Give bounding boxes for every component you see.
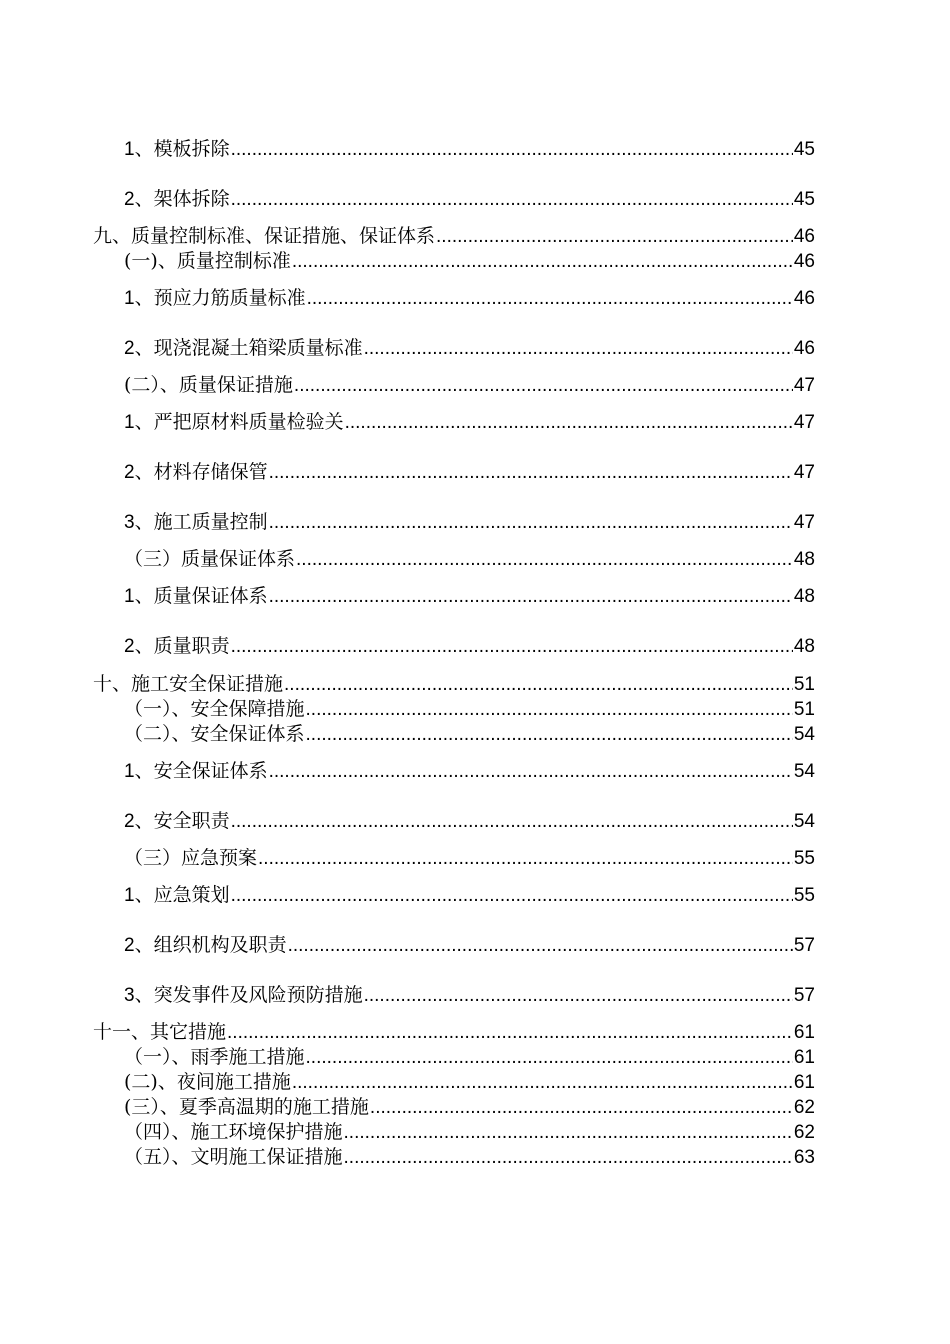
toc-leader-dots <box>284 673 793 697</box>
toc-entry-title: (二）、质量保证措施 <box>124 374 293 396</box>
toc-entry[interactable] <box>124 1095 815 1120</box>
toc-leader-dots <box>227 1021 793 1045</box>
toc-leader-dots <box>269 760 793 784</box>
toc-entry[interactable] <box>124 1145 815 1170</box>
toc-entry-page: 62 <box>793 1122 815 1143</box>
toc-entry-title: 施工质量控制 <box>153 511 268 533</box>
toc-leader-dots <box>364 984 793 1008</box>
toc-entry[interactable] <box>124 410 815 435</box>
toc-entry-page: 63 <box>793 1147 815 1168</box>
toc-leader-dots <box>231 138 793 162</box>
toc-entry[interactable] <box>124 722 815 747</box>
toc-entry-page: 48 <box>793 636 815 657</box>
toc-entry-page: 47 <box>793 462 815 483</box>
toc-entry[interactable] <box>124 336 815 361</box>
toc-entry-title: (二)、夜间施工措施 <box>124 1071 291 1093</box>
toc-entry-number: 3、 <box>124 512 154 533</box>
toc-entry-number: 1、 <box>124 586 154 607</box>
toc-leader-dots <box>231 884 793 908</box>
toc-leader-dots <box>231 810 793 834</box>
toc-leader-dots <box>306 698 793 722</box>
toc-leader-dots <box>292 1071 793 1095</box>
toc-entry-title: （四）、施工环境保护措施 <box>124 1121 343 1143</box>
toc-entry-title: (三）、夏季高温期的施工措施 <box>124 1096 369 1118</box>
toc-entry-title: 应急策划 <box>153 884 230 906</box>
toc-leader-dots <box>288 934 793 958</box>
toc-entry[interactable] <box>93 672 815 697</box>
toc-leader-dots <box>370 1096 793 1120</box>
toc-entry-page: 45 <box>793 189 815 210</box>
toc-entry-page: 55 <box>793 848 815 869</box>
toc-entry[interactable] <box>124 846 815 871</box>
toc-entry-title: 组织机构及职责 <box>153 934 287 956</box>
toc-entry-page: 48 <box>793 549 815 570</box>
toc-entry-page: 57 <box>793 985 815 1006</box>
toc-leader-dots <box>364 337 793 361</box>
toc-entry-page: 46 <box>793 251 815 272</box>
toc-entry-number: 2、 <box>124 189 154 210</box>
toc-entry[interactable] <box>124 1045 815 1070</box>
toc-entry-number: 1、 <box>124 139 154 160</box>
toc-entry-title: 突发事件及风险预防措施 <box>153 984 363 1006</box>
toc-entry[interactable] <box>124 373 815 398</box>
toc-entry[interactable] <box>124 759 815 784</box>
toc-entry-page: 62 <box>793 1097 815 1118</box>
toc-entry[interactable] <box>124 187 815 212</box>
toc-entry-page: 54 <box>793 811 815 832</box>
toc-leader-dots <box>258 847 793 871</box>
toc-entry-title: 质量职责 <box>153 635 230 657</box>
toc-entry-number: 1、 <box>124 761 154 782</box>
toc-entry-title: 安全保证体系 <box>153 760 268 782</box>
toc-entry-title: 质量保证体系 <box>153 585 268 607</box>
toc-entry-page: 51 <box>793 699 815 720</box>
toc-entry-page: 51 <box>793 674 815 695</box>
toc-entry-page: 57 <box>793 935 815 956</box>
toc-leader-dots <box>306 1046 793 1070</box>
toc-entry-title: 模板拆除 <box>153 138 230 160</box>
toc-entry-title: 十、施工安全保证措施 <box>93 673 284 695</box>
toc-entry[interactable] <box>124 249 815 274</box>
toc-entry-page: 54 <box>793 761 815 782</box>
toc-entry[interactable] <box>124 697 815 722</box>
toc-entry-title: 预应力筋质量标准 <box>153 287 306 309</box>
toc-entry[interactable] <box>124 983 815 1008</box>
toc-entry[interactable] <box>124 137 815 162</box>
toc-entry-number: 2、 <box>124 636 154 657</box>
toc-entry-title: （一）、雨季施工措施 <box>124 1046 305 1068</box>
toc-entry-page: 47 <box>793 375 815 396</box>
toc-entry-page: 46 <box>793 288 815 309</box>
toc-entry[interactable] <box>124 510 815 535</box>
toc-entry[interactable] <box>124 460 815 485</box>
toc-entry-page: 46 <box>793 226 815 247</box>
toc-entry-title: （三）应急预案 <box>124 847 258 869</box>
toc-entry-number: 2、 <box>124 811 154 832</box>
toc-entry-title: (一)、质量控制标准 <box>124 250 291 272</box>
toc-entry-page: 61 <box>793 1072 815 1093</box>
toc-entry-page: 47 <box>793 412 815 433</box>
toc-leader-dots <box>436 225 793 249</box>
toc-entry-title: 现浇混凝土箱梁质量标准 <box>153 337 363 359</box>
toc-leader-dots <box>296 548 793 572</box>
toc-leader-dots <box>231 635 793 659</box>
toc-entry-number: 3、 <box>124 985 154 1006</box>
toc-leader-dots <box>306 723 793 747</box>
toc-entry[interactable] <box>93 224 815 249</box>
toc-entry-title: 十一、其它措施 <box>93 1021 227 1043</box>
toc-leader-dots <box>292 250 793 274</box>
toc-entry-number: 2、 <box>124 462 154 483</box>
toc-entry-title: （三）质量保证体系 <box>124 548 296 570</box>
toc-entry[interactable] <box>124 1120 815 1145</box>
toc-entry-number: 1、 <box>124 288 154 309</box>
toc-leader-dots <box>294 374 793 398</box>
toc-entry-page: 61 <box>793 1047 815 1068</box>
toc-entry-title: 安全职责 <box>153 810 230 832</box>
toc-entry[interactable] <box>93 1020 815 1045</box>
toc-entry-page: 46 <box>793 338 815 359</box>
toc-entry[interactable] <box>124 933 815 958</box>
toc-entry-title: 材料存储保管 <box>153 461 268 483</box>
toc-entry-title: 架体拆除 <box>153 188 230 210</box>
toc-entry-title: 严把原材料质量检验关 <box>153 411 344 433</box>
toc-entry-page: 48 <box>793 586 815 607</box>
toc-entry-number: 2、 <box>124 338 154 359</box>
toc-entry-title: 九、质量控制标准、保证措施、保证体系 <box>93 225 436 247</box>
toc-entry-number: 1、 <box>124 885 154 906</box>
toc-entry[interactable] <box>124 634 815 659</box>
toc-leader-dots <box>269 511 793 535</box>
toc-leader-dots <box>307 287 793 311</box>
toc-entry-title: （二）、安全保证体系 <box>124 723 305 745</box>
toc-leader-dots <box>344 1121 793 1145</box>
toc-entry-page: 45 <box>793 139 815 160</box>
toc-leader-dots <box>345 411 793 435</box>
toc-leader-dots <box>344 1146 793 1170</box>
toc-entry[interactable] <box>124 584 815 609</box>
toc-leader-dots <box>269 585 793 609</box>
toc-entry-page: 47 <box>793 512 815 533</box>
toc-entry-title: （一）、安全保障措施 <box>124 698 305 720</box>
toc-entry-number: 1、 <box>124 412 154 433</box>
toc-leader-dots <box>269 461 793 485</box>
toc-entry-number: 2、 <box>124 935 154 956</box>
toc-entry-page: 55 <box>793 885 815 906</box>
toc-entry[interactable] <box>124 286 815 311</box>
toc-entry-page: 54 <box>793 724 815 745</box>
toc-entry-page: 61 <box>793 1022 815 1043</box>
toc-entry[interactable] <box>124 1070 815 1095</box>
toc-leader-dots <box>231 188 793 212</box>
toc-entry-title: （五）、文明施工保证措施 <box>124 1146 343 1168</box>
toc-entry[interactable] <box>124 809 815 834</box>
toc-entry[interactable] <box>124 883 815 908</box>
toc-entry[interactable] <box>124 547 815 572</box>
